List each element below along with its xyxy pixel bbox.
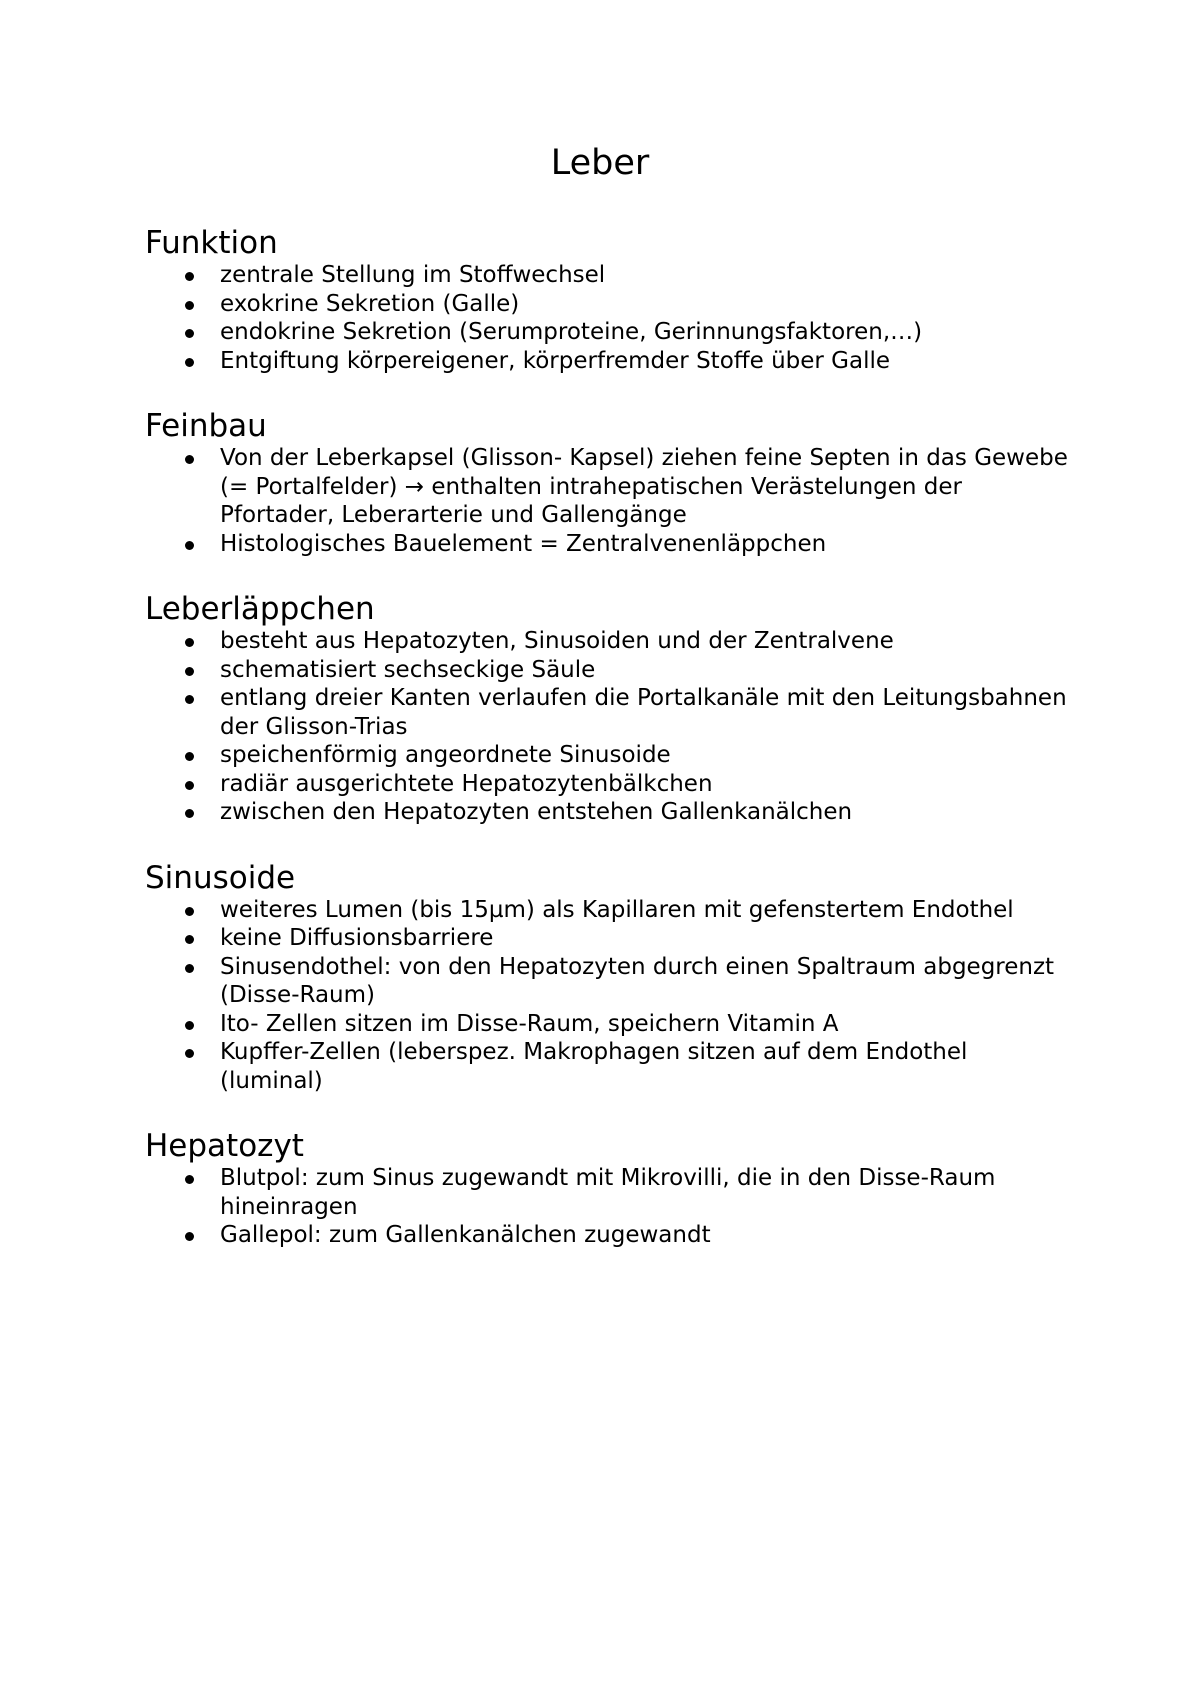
bullet-icon: [185, 935, 194, 944]
list-item-text: Ito- Zellen sitzen im Disse-Raum, speichern Vitamin A: [220, 1010, 839, 1037]
list-item: [145, 896, 1075, 925]
document-title: Leber: [550, 143, 650, 183]
section-heading: Leberläppchen: [145, 591, 375, 627]
list-item: [145, 530, 1075, 559]
list-item: [145, 1038, 1075, 1095]
bullet-icon: [185, 1232, 194, 1241]
bullet-list: [145, 896, 1075, 1096]
list-item: [145, 656, 1075, 685]
list-item-text: besteht aus Hepatozyten, Sinusoiden und der Zentralvene: [220, 628, 894, 654]
bullet-icon: [185, 907, 194, 916]
list-item-text: exokrine Sekretion (Galle): [220, 290, 520, 317]
list-item-text: Entgiftung körpereigener, körperfremder Stoffe über Galle: [220, 347, 891, 374]
list-item: [145, 290, 1075, 319]
list-item-text: endokrine Sekretion (Serumproteine, Gerinnungsfaktoren,…): [220, 319, 923, 345]
section-sinusoide: [145, 860, 1075, 1096]
list-item: [145, 684, 1075, 741]
list-item: [145, 1010, 1075, 1039]
bullet-icon: [185, 1049, 194, 1058]
section-heading: Funktion: [145, 225, 278, 261]
list-item-text: Blutpol: zum Sinus zugewandt mit Mikrovilli, die in den Disse-Raum hineinragen: [220, 1165, 996, 1220]
list-item-text: Gallepol: zum Gallenkanälchen zugewandt: [220, 1222, 711, 1248]
bullet-icon: [185, 541, 194, 550]
section-funktion: [145, 225, 1075, 375]
list-item: [145, 770, 1075, 799]
list-item-text: zentrale Stellung im Stoffwechsel: [220, 262, 606, 288]
bullet-list: [145, 444, 1075, 558]
bullet-icon: [185, 301, 194, 310]
list-item: [145, 347, 1075, 376]
list-item-text: speichenförmig angeordnete Sinusoide: [220, 742, 671, 768]
document-content: [145, 225, 1075, 1283]
bullet-list: [145, 261, 1075, 375]
list-item-text: Histologisches Bauelement = Zentralvenenläppchen: [220, 530, 827, 557]
list-item: [145, 953, 1075, 1010]
section-heading: Feinbau: [145, 408, 267, 444]
list-item-text: schematisiert sechseckige Säule: [220, 656, 596, 683]
list-item-text: Von der Leberkapsel (Glisson- Kapsel) ziehen feine Septen in das Gewebe (= Portalfelder) → enthalten intrahepatischen Verästelungen der Pfortader, Leberarterie und Gallengänge: [220, 445, 1068, 528]
bullet-icon: [185, 695, 194, 704]
bullet-list: [145, 1164, 1075, 1250]
bullet-icon: [185, 329, 194, 338]
list-item-text: entlang dreier Kanten verlaufen die Portalkanäle mit den Leitungsbahnen der Glisson-Trias: [220, 685, 1067, 740]
list-item: [145, 318, 1075, 347]
list-item-text: weiteres Lumen (bis 15µm) als Kapillaren mit gefenstertem Endothel: [220, 896, 1014, 923]
bullet-list: [145, 627, 1075, 827]
list-item-text: Kupffer-Zellen (leberspez. Makrophagen sitzen auf dem Endothel (luminal): [220, 1039, 968, 1094]
list-item-text: radiär ausgerichtete Hepatozytenbälkchen: [220, 770, 713, 797]
bullet-icon: [185, 667, 194, 676]
bullet-icon: [185, 1175, 194, 1184]
list-item-text: keine Diffusionsbarriere: [220, 925, 494, 951]
bullet-icon: [185, 752, 194, 761]
list-item: [145, 444, 1075, 530]
list-item: [145, 741, 1075, 770]
bullet-icon: [185, 809, 194, 818]
bullet-icon: [185, 455, 194, 464]
list-item: [145, 798, 1075, 827]
section-feinbau: [145, 408, 1075, 558]
list-item: [145, 627, 1075, 656]
list-item-text: zwischen den Hepatozyten entstehen Gallenkanälchen: [220, 799, 853, 825]
bullet-icon: [185, 781, 194, 790]
section-heading: Sinusoide: [145, 859, 296, 896]
section-heading: Hepatozyt: [145, 1128, 304, 1164]
list-item-text: Sinusendothel: von den Hepatozyten durch einen Spaltraum abgegrenzt (Disse-Raum): [220, 953, 1055, 1008]
section-hepatozyt: [145, 1128, 1075, 1250]
list-item: [145, 1164, 1075, 1221]
bullet-icon: [185, 358, 194, 367]
bullet-icon: [185, 964, 194, 973]
section-leberlaeppchen: [145, 591, 1075, 827]
list-item: [145, 1221, 1075, 1250]
bullet-icon: [185, 1021, 194, 1030]
bullet-icon: [185, 272, 194, 281]
bullet-icon: [185, 638, 194, 647]
list-item: [145, 261, 1075, 290]
list-item: [145, 924, 1075, 953]
